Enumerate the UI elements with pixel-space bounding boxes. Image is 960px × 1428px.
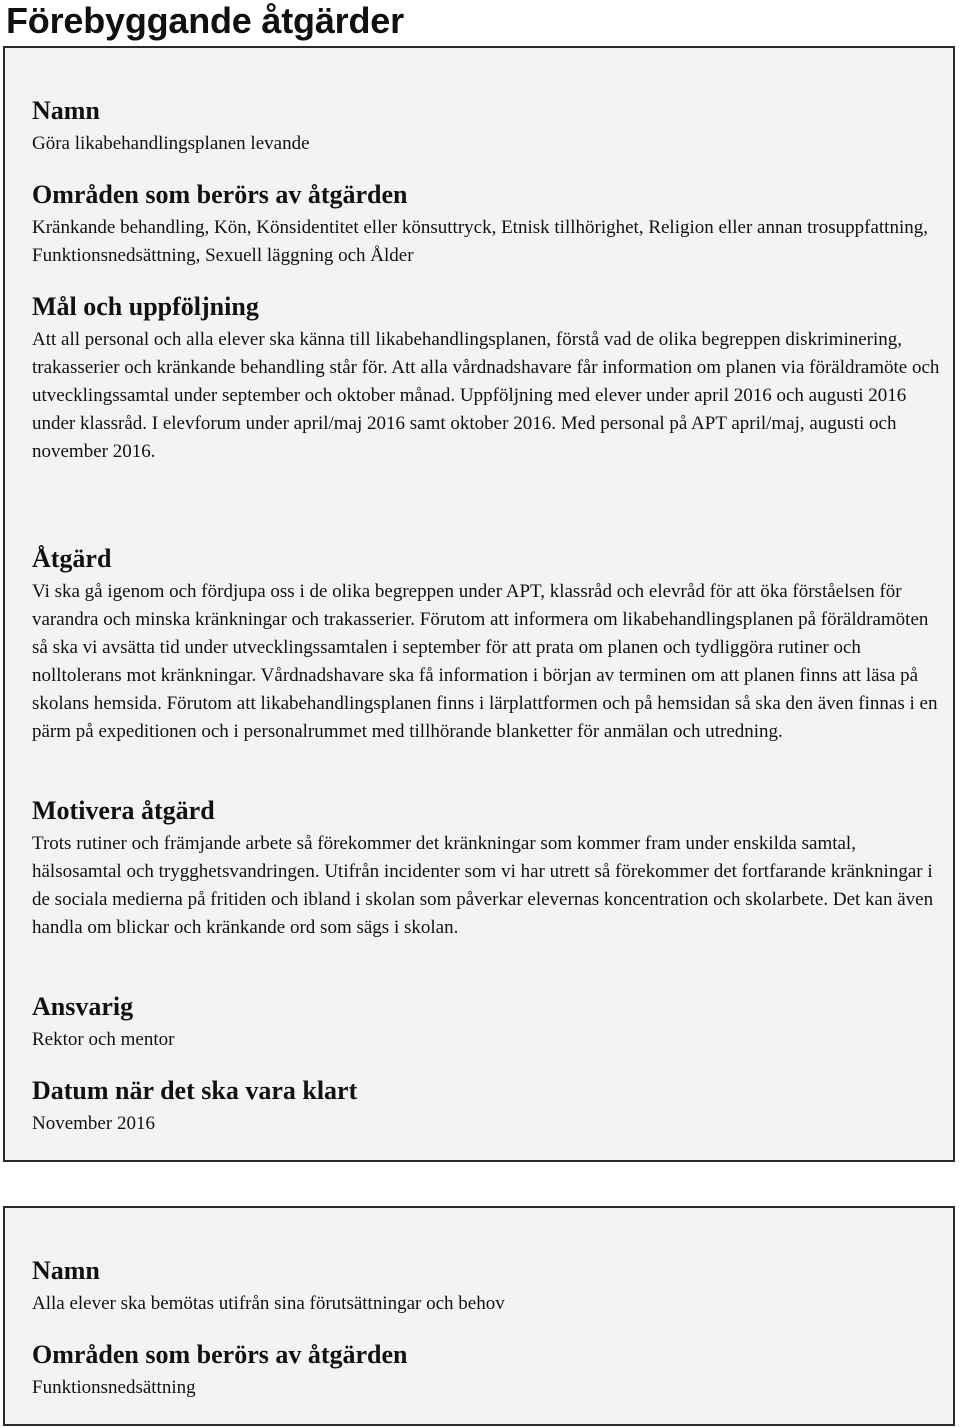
page-title: Förebyggande åtgärder: [6, 0, 404, 41]
deadline-value: November 2016: [32, 1113, 155, 1134]
deadline-section: [32, 1076, 941, 1138]
areas-value: Funktionsnedsättning: [32, 1377, 196, 1398]
name-heading: Namn: [32, 96, 100, 125]
responsible-section: [32, 992, 941, 1054]
action-heading: Åtgärd: [32, 544, 112, 573]
motivation-section: [32, 796, 941, 942]
name-value: Göra likabehandlingsplanen levande: [32, 133, 310, 154]
measure-card: [3, 46, 955, 1162]
areas-section: [32, 1340, 941, 1402]
goal-heading: Mål och uppföljning: [32, 292, 259, 321]
name-section: [32, 96, 941, 158]
name-value: Alla elever ska bemötas utifrån sina förutsättningar och behov: [32, 1293, 505, 1314]
areas-value: Kränkande behandling, Kön, Könsidentitet eller könsuttryck, Etnisk tillhörighet, Religion eller annan trosuppfattning, Funktionsnedsättning, Sexuell läggning och Ålder: [32, 217, 928, 266]
motivation-heading: Motivera åtgärd: [32, 796, 215, 825]
name-section: [32, 1256, 941, 1318]
goal-value: Att all personal och alla elever ska känna till likabehandlingsplanen, förstå vad de olika begreppen diskriminering, trakasserier och kränkande behandling står för. Att alla vårdnadshavare får information om planen via föräldramöte och utvecklingssamtal under september och oktober månad. Uppföljning med elever under april 2016 och augusti 2016 under klassråd. I elevforum under april/maj 2016 samt oktober 2016. Med personal på APT april/maj, augusti och november 2016.: [32, 329, 940, 462]
areas-section: [32, 180, 941, 270]
motivation-value: Trots rutiner och främjande arbete så förekommer det kränkningar som kommer fram under enskilda samtal, hälsosamtal och trygghetsvandringen. Utifrån incidenter som vi har utrett så förekommer det fortfarande kränkningar i de sociala medierna på fritiden och ibland i skolan som påverkar elevernas koncentration och skolarbete. Det kan även handla om blickar och kränkande ord som sägs i skolan.: [32, 833, 934, 938]
action-section: [32, 544, 941, 746]
name-heading: Namn: [32, 1256, 100, 1285]
measure-card: [3, 1206, 955, 1426]
action-value: Vi ska gå igenom och fördjupa oss i de olika begreppen under APT, klassråd och elevråd för att öka förståelsen för varandra och minska kränkningar och trakasserier. Förutom att informera om likabehandlingsplanen på föräldramöten så ska vi avsätta tid under utvecklingssamtalen i september för att prata om planen och tydliggöra rutiner och nolltolerans mot kränkningar. Vårdnadshavare ska få information i början av terminen om att planen finns att läsa på skolans hemsida. Förutom att likabehandlingsplanen finns i lärplattformen och på hemsidan så ska den även finnas i en pärm på expeditionen och i personalrummet med tillhörande blanketter för anmälan och utredning.: [32, 581, 938, 742]
areas-heading: Områden som berörs av åtgärden: [32, 1340, 408, 1369]
goal-section: [32, 292, 941, 466]
responsible-value: Rektor och mentor: [32, 1029, 175, 1050]
deadline-heading: Datum när det ska vara klart: [32, 1076, 358, 1105]
areas-heading: Områden som berörs av åtgärden: [32, 180, 408, 209]
responsible-heading: Ansvarig: [32, 992, 134, 1021]
